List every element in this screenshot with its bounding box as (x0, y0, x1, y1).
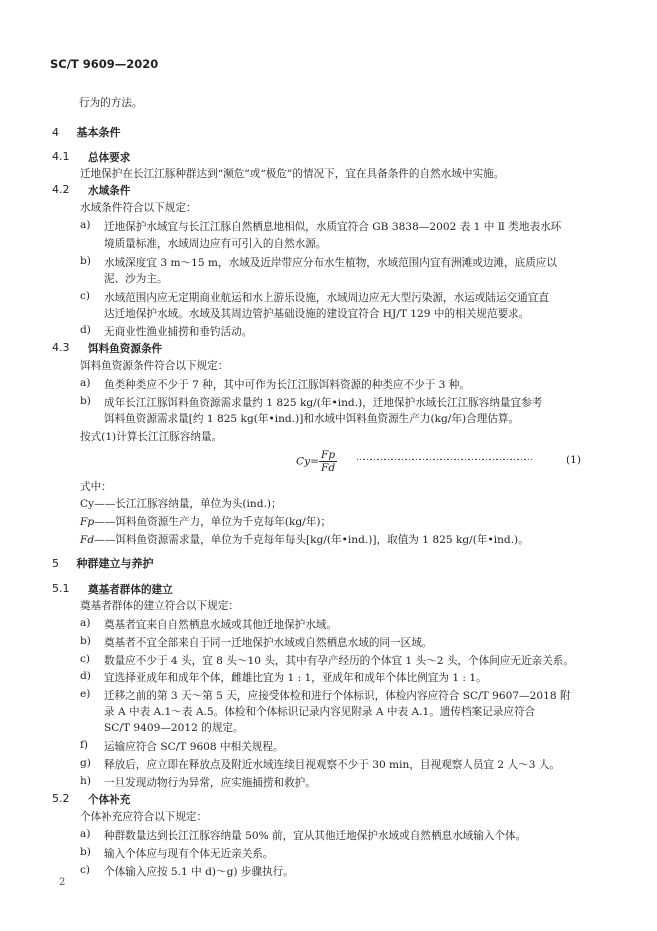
list-item-text: 数量应不少于 4 头，宜 8 头～10 头，其中有孕产经历的个体宜 1 头～2 头，个体间应无近亲关系。 (104, 655, 574, 667)
clause-4-3-intro: 饵料鱼资源条件符合以下规定： (80, 360, 229, 372)
section-4-heading (52, 124, 121, 140)
list-label: a) (80, 617, 91, 629)
list-label: c) (80, 864, 91, 876)
list-label: d) (80, 324, 91, 336)
variable-symbol: Fd (80, 534, 95, 546)
section-title: 种群建立与养护 (76, 557, 154, 570)
list-item-text: 成年长江江豚饵料鱼资源需求量约 1 825 kg/(年•ind.)，迁地保护水域长江江豚容纳量宜参考 (104, 397, 543, 409)
variable-desc: ——饵料鱼资源需求量，单位为千克每年每头[kg/(年•ind.)]，取值为 1 825 kg/(年•ind.)。 (94, 534, 529, 546)
list-item-text: 达迁地保护水域。水域及其周边管护基础设施的建设宜符合 HJ/T 129 中的相关规范要求。 (104, 308, 530, 320)
list-label: e) (80, 688, 91, 700)
list-label: b) (80, 255, 91, 267)
list-item-text: 水域范围内应无定期商业航运和水上游乐设施，水域周边应无大型污染源，水运或陆运交通宜直 (104, 292, 549, 304)
clause-4-2-title: 水域条件 (88, 185, 131, 197)
list-item-text: 录 A 中表 A.1～表 A.5。体检和个体标识记录内容见附录 A 中表 A.1。遗传档案记录应符合 (104, 706, 536, 718)
list-item-text: 种群数量达到长江江豚容纳量 50% 前，宜从其他迁地保护水域或自然栖息水域输入个体。 (104, 830, 527, 842)
clause-4-1-title: 总体要求 (88, 152, 131, 164)
section-number: 5 (52, 557, 59, 570)
clause-5-2-title: 个体补充 (88, 794, 131, 806)
standard-id: SC/T 9609—2020 (50, 57, 159, 71)
list-item-text: 宜选择亚成年和成年个体，雌雄比宜为 1 : 1，亚成年和成年个体比例宜为 1 : 1。 (104, 672, 487, 684)
formula-lhs: Cy (296, 455, 311, 468)
clause-5-2-number: 5.2 (52, 792, 70, 805)
variable-desc: ——饵料鱼资源生产力，单位为千克每年(kg/年)； (94, 516, 332, 528)
list-label: a) (80, 377, 91, 389)
list-item-text: 奠基者不宜全部来自于同一迁地保护水域或自然栖息水域的同一区域。 (104, 637, 433, 649)
list-label: b) (80, 395, 91, 407)
formula-fraction (319, 449, 337, 474)
formula-numerator: Fp (320, 449, 336, 461)
page-number: 2 (59, 877, 66, 888)
clause-5-1-number: 5.1 (52, 582, 70, 595)
list-label: b) (80, 846, 91, 858)
list-item-text: 奠基者宜来自自然栖息水域或其他迁地保护水域。 (104, 619, 338, 631)
variable-symbol: Cy (80, 498, 95, 510)
clause-4-2-intro: 水域条件符合以下规定： (80, 202, 197, 214)
formula-denominator: Fd (320, 462, 336, 474)
list-item-text: 迁地保护水域宜与长江江豚自然栖息地相似，水质宜符合 GB 3838—2002 表 1 中 Ⅱ 类地表水环 (104, 221, 562, 233)
list-label: g) (80, 757, 91, 769)
variable-desc: ——长江江豚容纳量，单位为头(ind.)； (94, 498, 282, 510)
list-item-text: 迁移之前的第 3 天～第 5 天，应接受体检和进行个体标识，体检内容应符合 SC/T 9607—2018 附 (104, 690, 571, 702)
section-title: 基本条件 (76, 126, 121, 139)
list-item-text: 输入个体应与现有个体无近亲关系。 (104, 848, 274, 860)
formula-leader-dots: ………………………………………………………………… (356, 453, 531, 463)
list-label: a) (80, 219, 91, 231)
list-label: c) (80, 290, 91, 302)
list-label: f) (80, 739, 89, 751)
list-item-text: 饵料鱼资源需求量[约 1 825 kg(年•ind.)]和水域中饵料鱼资源生产力(kg/年)合理估算。 (104, 413, 520, 425)
clause-4-3-title: 饵料鱼资源条件 (88, 343, 163, 355)
clause-5-2-intro: 个体补充应符合以下规定： (80, 811, 208, 823)
intro-line: 行为的方法。 (79, 97, 143, 109)
variable-def (80, 496, 282, 511)
list-label: c) (80, 653, 91, 665)
list-label: a) (80, 828, 91, 840)
clause-5-1-intro: 奠基者群体的建立符合以下规定： (80, 600, 239, 612)
list-item-text: 水域深度宜 3 m～15 m，水域及近岸带应分布水生植物，水域范围内宜有洲滩或边滩，底质应以 (104, 257, 557, 269)
clause-4-3-number: 4.3 (52, 341, 70, 354)
list-item-text: 一旦发现动物行为异常，应实施捕捞和救护。 (104, 777, 316, 789)
where-label: 式中： (80, 481, 112, 493)
list-item-text: 释放后，应立即在释放点及附近水域连续目视观察不少于 30 min，目视观察人员宜 2 人～3 人。 (104, 759, 561, 771)
clause-4-2-number: 4.2 (52, 183, 70, 196)
formula-number: (1) (566, 454, 582, 466)
list-item-text: 运输应符合 SC/T 9608 中相关规程。 (104, 741, 284, 753)
list-item-text: 鱼类种类应不少于 7 种，其中可作为长江江豚饵料资源的种类应不少于 3 种。 (104, 379, 470, 391)
list-item-text: 个体输入应按 5.1 中 d)～g) 步骤执行。 (104, 866, 294, 878)
list-item-text: 泥、沙为主。 (104, 273, 168, 285)
section-number: 4 (52, 126, 59, 139)
clause-4-1-text: 迁地保护在长江江豚种群达到“濒危”或“极危”的情况下，宜在具备条件的自然水域中实施。 (80, 168, 505, 180)
variable-symbol: Fp (80, 516, 95, 528)
list-item-text: 无商业性渔业捕捞和垂钓活动。 (104, 326, 253, 338)
formula-intro: 按式(1)计算长江江豚容纳量。 (80, 431, 223, 443)
clause-5-1-title: 奠基者群体的建立 (88, 584, 173, 596)
variable-def (80, 514, 331, 529)
variable-def (80, 532, 529, 547)
list-label: b) (80, 635, 91, 647)
formula-1: Cy= $\frac{Fp}{Fd}$ (296, 449, 336, 474)
list-item-text: 境质量标准，水域周边应有可引入的自然水源。 (104, 238, 327, 250)
clause-4-1-number: 4.1 (52, 150, 70, 163)
section-5-heading (52, 555, 154, 571)
list-label: d) (80, 670, 91, 682)
list-item-text: SC/T 9409—2012 的规定。 (104, 722, 244, 734)
list-label: h) (80, 775, 91, 787)
